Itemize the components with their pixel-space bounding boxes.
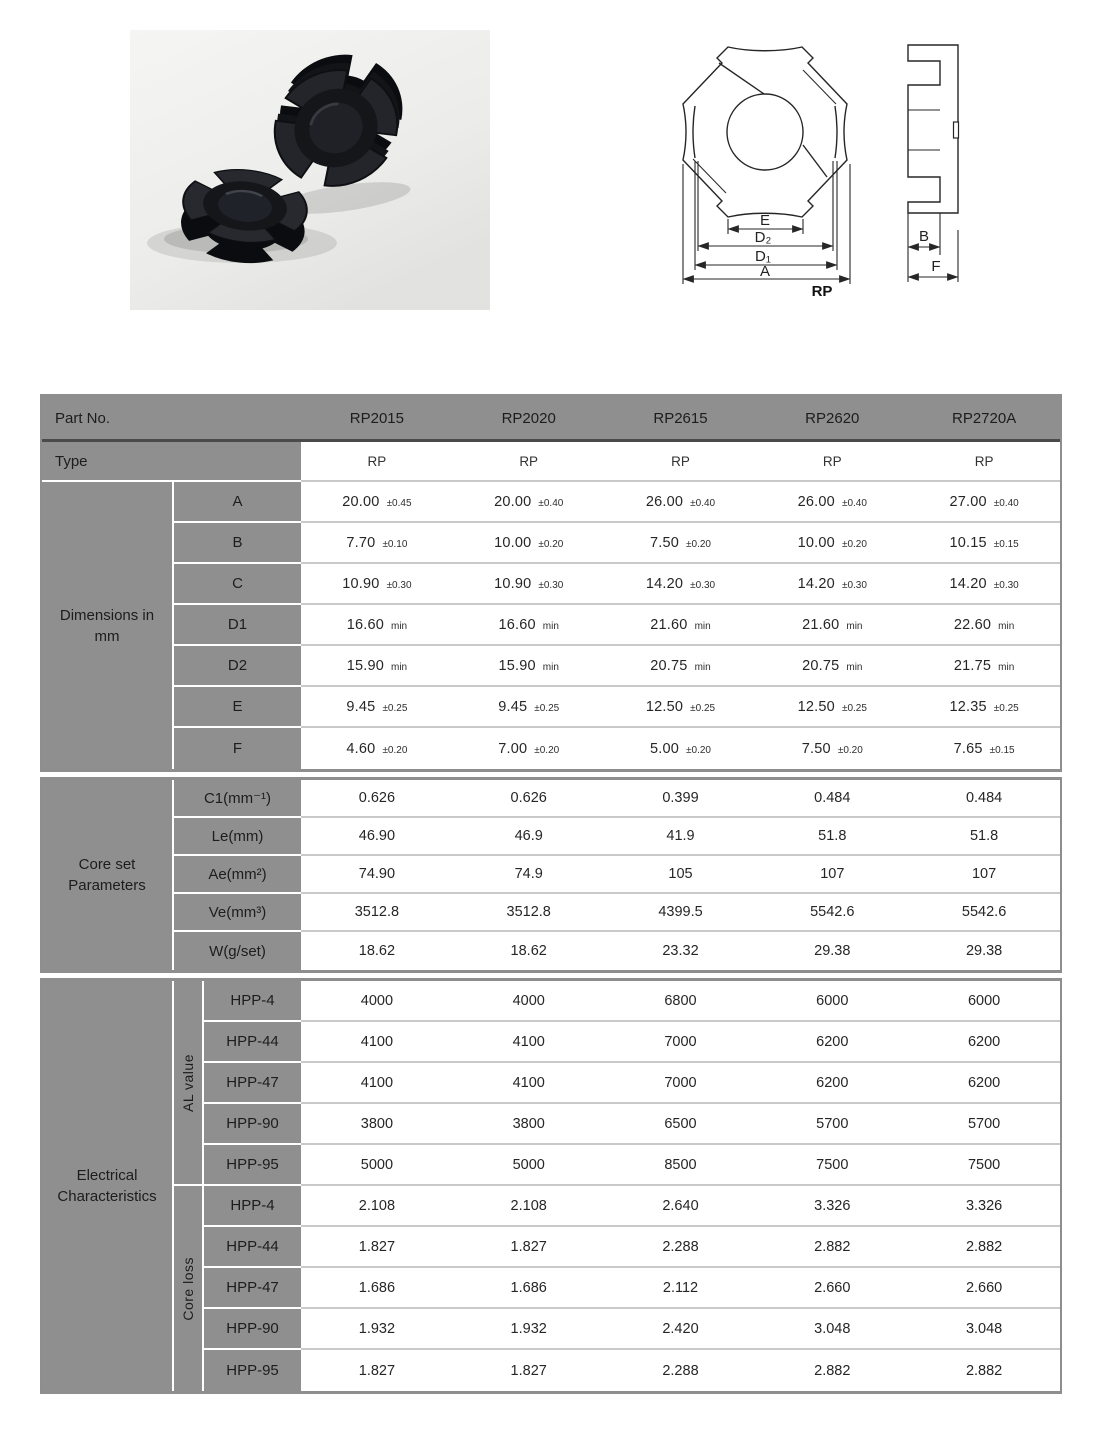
dim-value: 26.00 bbox=[797, 493, 835, 510]
core-loss-value-cell: 2.112 bbox=[605, 1268, 757, 1309]
dim-tolerance: ±0.20 bbox=[382, 745, 408, 756]
dim-value-cell bbox=[756, 605, 908, 646]
core-loss-value-cell: 2.108 bbox=[301, 1186, 453, 1227]
dim-label-a: A bbox=[759, 263, 771, 280]
dim-tolerance: min bbox=[998, 621, 1015, 632]
dim-value: 20.00 bbox=[494, 493, 532, 510]
dim-value-cell bbox=[301, 687, 453, 728]
dim-value-cell bbox=[605, 687, 757, 728]
param-value-cell: 46.90 bbox=[301, 818, 453, 856]
core-loss-value-cell: 2.288 bbox=[605, 1350, 757, 1391]
core-loss-value-cell: 2.108 bbox=[453, 1186, 605, 1227]
dim-tolerance: ±0.30 bbox=[841, 580, 867, 591]
dim-tolerance: ±0.25 bbox=[841, 703, 867, 714]
param-label-cell: Ae(mm²) bbox=[174, 856, 301, 894]
param-value-cell: 0.626 bbox=[301, 780, 453, 818]
dim-label-d2: D₂ bbox=[754, 229, 772, 246]
dim-tolerance: ±0.20 bbox=[841, 539, 867, 550]
dim-value-cell bbox=[453, 523, 605, 564]
part-number-column-header: RP2015 bbox=[301, 397, 453, 442]
dim-label-cell: D1 bbox=[174, 605, 301, 646]
dim-tolerance: ±0.30 bbox=[538, 580, 564, 591]
dim-tolerance: ±0.20 bbox=[837, 745, 863, 756]
hpp-material-label-cell: HPP-95 bbox=[204, 1145, 301, 1186]
core-loss-value-cell: 3.048 bbox=[756, 1309, 908, 1350]
dim-value: 14.20 bbox=[797, 575, 835, 592]
dim-tolerance: min bbox=[846, 662, 863, 673]
core-loss-value-cell: 2.882 bbox=[756, 1227, 908, 1268]
dim-label-f: F bbox=[931, 258, 941, 275]
dimensions-group-label: Dimensions in mm bbox=[42, 482, 174, 769]
dim-value: 7.65 bbox=[953, 740, 983, 757]
dim-value: 4.60 bbox=[346, 740, 376, 757]
dim-value: 12.35 bbox=[949, 698, 987, 715]
inner-wall-arc bbox=[835, 106, 837, 158]
al-value-cell: 6200 bbox=[756, 1022, 908, 1063]
dim-value: 16.60 bbox=[498, 616, 536, 633]
wing-cut-line bbox=[719, 63, 764, 94]
al-value-cell: 6200 bbox=[908, 1022, 1060, 1063]
al-value-cell: 6800 bbox=[605, 981, 757, 1022]
core-side-outline bbox=[908, 45, 959, 213]
dim-tolerance: ±0.40 bbox=[690, 498, 716, 509]
core-loss-value-cell: 1.686 bbox=[301, 1268, 453, 1309]
electrical-group-label: Electrical Characteristics bbox=[42, 981, 174, 1391]
hpp-material-label-cell: HPP-44 bbox=[204, 1227, 301, 1268]
dim-tolerance: ±0.25 bbox=[534, 703, 560, 714]
param-value-cell: 0.626 bbox=[453, 780, 605, 818]
type-row-label: Type bbox=[42, 442, 301, 482]
dim-value: 10.90 bbox=[342, 575, 380, 592]
dim-value: 15.90 bbox=[498, 657, 536, 674]
core-loss-value-cell: 1.827 bbox=[301, 1350, 453, 1391]
part-number-column-header: RP2020 bbox=[453, 397, 605, 442]
dim-tolerance: min bbox=[846, 621, 863, 632]
dim-tolerance: min bbox=[694, 621, 711, 632]
core-type-label: RP bbox=[811, 283, 833, 300]
wing-cut-line bbox=[803, 145, 827, 177]
grid-top bbox=[42, 397, 1060, 769]
core-loss-value-cell: 1.932 bbox=[453, 1309, 605, 1350]
dim-tolerance: min bbox=[694, 662, 711, 673]
type-value-cell: RP bbox=[453, 442, 605, 482]
dim-value-cell bbox=[756, 564, 908, 605]
param-value-cell: 105 bbox=[605, 856, 757, 894]
dim-tolerance: ±0.20 bbox=[534, 745, 560, 756]
al-value-group-label-text: AL value bbox=[180, 1053, 196, 1112]
dim-value: 20.75 bbox=[802, 657, 840, 674]
dim-value: 27.00 bbox=[949, 493, 987, 510]
dim-value: 5.00 bbox=[650, 740, 680, 757]
grid-elec bbox=[42, 981, 1060, 1391]
dim-value-cell bbox=[756, 523, 908, 564]
core-loss-value-cell: 3.048 bbox=[908, 1309, 1060, 1350]
dim-value-cell bbox=[453, 605, 605, 646]
core-outline bbox=[683, 47, 847, 217]
dim-value: 21.75 bbox=[953, 657, 992, 674]
param-value-cell: 0.484 bbox=[756, 780, 908, 818]
core-loss-value-cell: 2.288 bbox=[605, 1227, 757, 1268]
dim-label-cell: C bbox=[174, 564, 301, 605]
dim-tolerance: min bbox=[390, 662, 408, 673]
core-loss-value-cell: 1.827 bbox=[453, 1227, 605, 1268]
dim-tolerance: ±0.25 bbox=[993, 703, 1019, 714]
core-loss-value-cell: 2.882 bbox=[908, 1227, 1060, 1268]
param-value-cell: 3512.8 bbox=[453, 894, 605, 932]
part-number-column-header: RP2720A bbox=[908, 397, 1060, 442]
product-photo bbox=[130, 30, 490, 310]
dim-value: 7.00 bbox=[498, 740, 528, 757]
dim-value-cell bbox=[301, 646, 453, 687]
dim-value: 16.60 bbox=[346, 616, 384, 633]
dim-tolerance: ±0.30 bbox=[690, 580, 716, 591]
top-view-drawing bbox=[650, 30, 900, 320]
part-number-column-header: RP2615 bbox=[605, 397, 757, 442]
spec-table bbox=[40, 394, 1062, 1399]
type-value-cell: RP bbox=[908, 442, 1060, 482]
dim-value: 7.50 bbox=[801, 740, 831, 757]
dim-value-cell bbox=[908, 564, 1060, 605]
dim-tolerance: ±0.40 bbox=[841, 498, 867, 509]
dim-value: 14.20 bbox=[645, 575, 684, 592]
param-value-cell: 107 bbox=[908, 856, 1060, 894]
core-set-group-label: Core set Parameters bbox=[42, 780, 174, 970]
dim-tolerance: ±0.20 bbox=[538, 539, 564, 550]
dim-value: 7.50 bbox=[650, 534, 680, 551]
dim-value-cell bbox=[908, 646, 1060, 687]
dim-value-cell bbox=[605, 605, 757, 646]
dim-tolerance: ±0.25 bbox=[690, 703, 716, 714]
param-value-cell: 0.399 bbox=[605, 780, 757, 818]
dim-value-cell bbox=[301, 728, 453, 769]
al-value-cell: 3800 bbox=[453, 1104, 605, 1145]
dim-value: 22.60 bbox=[953, 616, 992, 633]
dim-label-b: B bbox=[918, 228, 930, 245]
dim-tolerance: ±0.15 bbox=[989, 745, 1015, 756]
core-loss-value-cell: 2.420 bbox=[605, 1309, 757, 1350]
dim-tolerance: ±0.30 bbox=[386, 580, 412, 591]
param-value-cell: 0.484 bbox=[908, 780, 1060, 818]
al-value-cell: 7000 bbox=[605, 1063, 757, 1104]
dim-value-cell bbox=[301, 523, 453, 564]
dim-value: 26.00 bbox=[645, 493, 684, 510]
al-value-cell: 6000 bbox=[908, 981, 1060, 1022]
center-post-circle bbox=[727, 94, 803, 170]
dim-value: 10.00 bbox=[797, 534, 835, 551]
dim-tolerance: ±0.40 bbox=[993, 498, 1019, 509]
al-value-cell: 4000 bbox=[453, 981, 605, 1022]
dim-value: 7.70 bbox=[346, 534, 376, 551]
dim-tolerance: ±0.45 bbox=[386, 498, 412, 509]
dim-value-cell bbox=[453, 728, 605, 769]
al-value-cell: 4100 bbox=[453, 1022, 605, 1063]
dim-value-cell bbox=[605, 646, 757, 687]
al-value-cell: 6500 bbox=[605, 1104, 757, 1145]
dim-value-cell bbox=[301, 482, 453, 523]
dim-tolerance: ±0.25 bbox=[382, 703, 408, 714]
dim-tolerance: min bbox=[998, 662, 1015, 673]
dim-value: 21.60 bbox=[802, 616, 840, 633]
section-core-set-parameters bbox=[40, 777, 1062, 973]
dim-tolerance: ±0.40 bbox=[538, 498, 564, 509]
hpp-material-label-cell: HPP-95 bbox=[204, 1350, 301, 1391]
param-label-cell: Ve(mm³) bbox=[174, 894, 301, 932]
hpp-material-label-cell: HPP-44 bbox=[204, 1022, 301, 1063]
core-loss-value-cell: 2.660 bbox=[908, 1268, 1060, 1309]
dim-value-cell bbox=[908, 523, 1060, 564]
dim-value: 20.00 bbox=[342, 493, 380, 510]
al-value-cell: 6200 bbox=[756, 1063, 908, 1104]
dim-label-d1: D₁ bbox=[755, 248, 771, 265]
al-value-cell: 4100 bbox=[301, 1022, 453, 1063]
dim-value-cell bbox=[605, 523, 757, 564]
al-value-cell: 7000 bbox=[605, 1022, 757, 1063]
dim-label-cell: F bbox=[174, 728, 301, 769]
dim-value-cell bbox=[453, 646, 605, 687]
dim-value: 20.75 bbox=[650, 657, 688, 674]
core-loss-value-cell: 2.640 bbox=[605, 1186, 757, 1227]
al-value-cell: 4000 bbox=[301, 981, 453, 1022]
dim-value: 12.50 bbox=[797, 698, 835, 715]
gate-mark bbox=[954, 122, 959, 138]
param-value-cell: 51.8 bbox=[908, 818, 1060, 856]
dim-value-cell bbox=[756, 482, 908, 523]
param-value-cell: 46.9 bbox=[453, 818, 605, 856]
param-value-cell: 74.90 bbox=[301, 856, 453, 894]
param-value-cell: 18.62 bbox=[301, 932, 453, 970]
core-loss-value-cell: 1.686 bbox=[453, 1268, 605, 1309]
al-value-cell: 3800 bbox=[301, 1104, 453, 1145]
dim-value: 9.45 bbox=[498, 698, 528, 715]
core-loss-value-cell: 1.827 bbox=[453, 1350, 605, 1391]
dim-value-cell bbox=[908, 482, 1060, 523]
dim-value: 21.60 bbox=[650, 616, 688, 633]
dim-label-cell: E bbox=[174, 687, 301, 728]
dim-tolerance: ±0.15 bbox=[993, 539, 1019, 550]
hpp-material-label-cell: HPP-4 bbox=[204, 1186, 301, 1227]
dim-tolerance: ±0.10 bbox=[382, 539, 408, 550]
al-value-cell: 5000 bbox=[453, 1145, 605, 1186]
dim-value: 9.45 bbox=[346, 698, 376, 715]
dim-value: 10.90 bbox=[494, 575, 532, 592]
param-value-cell: 41.9 bbox=[605, 818, 757, 856]
core-loss-value-cell: 3.326 bbox=[908, 1186, 1060, 1227]
hpp-material-label-cell: HPP-4 bbox=[204, 981, 301, 1022]
param-value-cell: 23.32 bbox=[605, 932, 757, 970]
param-value-cell: 3512.8 bbox=[301, 894, 453, 932]
dim-tolerance: min bbox=[390, 621, 408, 632]
param-value-cell: 5542.6 bbox=[756, 894, 908, 932]
hpp-material-label-cell: HPP-47 bbox=[204, 1063, 301, 1104]
core-loss-value-cell: 2.882 bbox=[908, 1350, 1060, 1391]
section-electrical-characteristics bbox=[40, 978, 1062, 1394]
param-value-cell: 5542.6 bbox=[908, 894, 1060, 932]
dim-label-e: E bbox=[759, 212, 771, 229]
core-loss-value-cell: 3.326 bbox=[756, 1186, 908, 1227]
dim-value-cell bbox=[908, 687, 1060, 728]
dim-value: 10.15 bbox=[949, 534, 987, 551]
al-value-cell: 5700 bbox=[756, 1104, 908, 1145]
dim-label-cell: B bbox=[174, 523, 301, 564]
dim-value-cell bbox=[453, 687, 605, 728]
core-loss-value-cell: 1.827 bbox=[301, 1227, 453, 1268]
al-value-cell: 7500 bbox=[908, 1145, 1060, 1186]
type-value-cell: RP bbox=[301, 442, 453, 482]
dim-tolerance: ±0.20 bbox=[686, 745, 711, 756]
param-value-cell: 29.38 bbox=[908, 932, 1060, 970]
param-label-cell: W(g/set) bbox=[174, 932, 301, 970]
al-value-cell: 4100 bbox=[453, 1063, 605, 1104]
dim-label-cell: A bbox=[174, 482, 301, 523]
dim-value: 14.20 bbox=[949, 575, 987, 592]
dim-value-cell bbox=[453, 564, 605, 605]
al-value-cell: 8500 bbox=[605, 1145, 757, 1186]
hpp-material-label-cell: HPP-90 bbox=[204, 1104, 301, 1145]
grid-core bbox=[42, 780, 1060, 970]
section-partno-type-dimensions bbox=[40, 394, 1062, 772]
param-value-cell: 74.9 bbox=[453, 856, 605, 894]
core-loss-value-cell: 1.932 bbox=[301, 1309, 453, 1350]
dim-value-cell bbox=[301, 605, 453, 646]
core-loss-value-cell: 2.882 bbox=[756, 1350, 908, 1391]
core-loss-value-cell: 2.660 bbox=[756, 1268, 908, 1309]
dim-value-cell bbox=[756, 687, 908, 728]
dim-tolerance: ±0.20 bbox=[686, 539, 711, 550]
al-value-cell: 7500 bbox=[756, 1145, 908, 1186]
al-value-cell: 5000 bbox=[301, 1145, 453, 1186]
dim-tolerance: min bbox=[542, 662, 559, 673]
core-loss-group-label bbox=[174, 1186, 204, 1391]
dim-value-cell bbox=[301, 564, 453, 605]
inner-wall-arc bbox=[693, 106, 695, 158]
dim-value-cell bbox=[605, 728, 757, 769]
core-loss-group-label-text: Core loss bbox=[180, 1256, 196, 1321]
dim-value-cell bbox=[756, 646, 908, 687]
type-value-cell: RP bbox=[756, 442, 908, 482]
param-label-cell: C1(mm⁻¹) bbox=[174, 780, 301, 818]
al-value-cell: 6000 bbox=[756, 981, 908, 1022]
dim-value-cell bbox=[908, 728, 1060, 769]
dim-value-cell bbox=[605, 482, 757, 523]
dim-value: 10.00 bbox=[494, 534, 532, 551]
hpp-material-label-cell: HPP-47 bbox=[204, 1268, 301, 1309]
part-no-header-cell: Part No. bbox=[42, 397, 301, 442]
param-value-cell: 4399.5 bbox=[605, 894, 757, 932]
al-value-cell: 5700 bbox=[908, 1104, 1060, 1145]
dim-value-cell bbox=[756, 728, 908, 769]
al-value-cell: 4100 bbox=[301, 1063, 453, 1104]
param-value-cell: 18.62 bbox=[453, 932, 605, 970]
dim-value-cell bbox=[605, 564, 757, 605]
param-value-cell: 107 bbox=[756, 856, 908, 894]
dim-value: 15.90 bbox=[346, 657, 384, 674]
dim-tolerance: min bbox=[542, 621, 559, 632]
al-value-cell: 6200 bbox=[908, 1063, 1060, 1104]
param-value-cell: 51.8 bbox=[756, 818, 908, 856]
side-view-drawing bbox=[900, 30, 1030, 320]
dim-tolerance: ±0.30 bbox=[993, 580, 1019, 591]
hpp-material-label-cell: HPP-90 bbox=[204, 1309, 301, 1350]
param-value-cell: 29.38 bbox=[756, 932, 908, 970]
part-number-column-header: RP2620 bbox=[756, 397, 908, 442]
type-value-cell: RP bbox=[605, 442, 757, 482]
al-value-group-label bbox=[174, 981, 204, 1186]
dim-value: 12.50 bbox=[645, 698, 684, 715]
dim-value-cell bbox=[908, 605, 1060, 646]
param-label-cell: Le(mm) bbox=[174, 818, 301, 856]
dim-label-cell: D2 bbox=[174, 646, 301, 687]
dim-value-cell bbox=[453, 482, 605, 523]
